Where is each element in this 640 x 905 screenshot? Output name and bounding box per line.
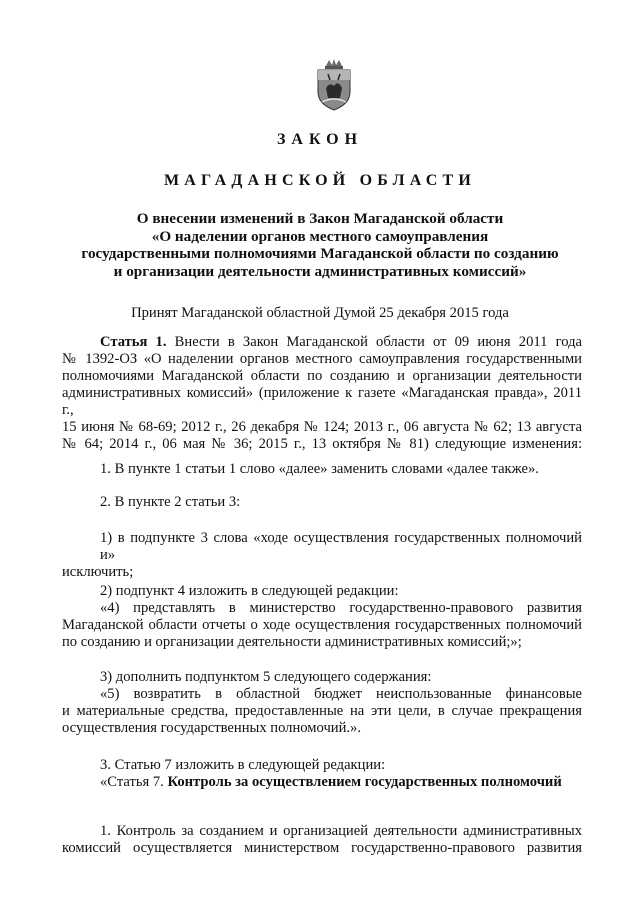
item-1: 1. В пункте 1 статьи 1 слово «далее» заменить словами «далее также». bbox=[100, 461, 539, 477]
item-3 bbox=[62, 757, 582, 791]
article-7-prefix: «Статья 7. bbox=[100, 774, 164, 790]
document-title-region: МАГАДАНСКОЙ ОБЛАСТИ bbox=[163, 172, 477, 189]
subitem-3-intro: 3) дополнить подпунктом 5 следующего содержания: bbox=[100, 669, 432, 685]
heading-line: «О наделении органов местного самоуправления bbox=[151, 227, 489, 245]
heading-line: и организации деятельности административных комиссий» bbox=[113, 262, 527, 280]
article-1-text: № 1392-ОЗ «О наделении органов местного самоуправления государственными bbox=[62, 351, 582, 367]
article-7-para-1-text: комиссий осуществляется министерством государственно-правового развития bbox=[62, 840, 582, 856]
heading-line: государственными полномочиями Магаданской области по созданию bbox=[81, 245, 559, 262]
subitem-3-text: осуществления государственных полномочий.». bbox=[62, 720, 362, 736]
subitem-2-intro: 2) подпункт 4 изложить в следующей редакции: bbox=[100, 583, 399, 599]
article-7-heading bbox=[62, 774, 582, 791]
article-1-text: административных комиссий» (приложение к газете «Магаданская правда», 2011 г., bbox=[62, 385, 582, 418]
document-heading bbox=[0, 210, 640, 280]
subitem-3-text: «5) возвратить в областной бюджет неиспользованные финансовые bbox=[100, 686, 582, 702]
magadan-coat-of-arms-icon bbox=[312, 58, 356, 112]
item-3-intro: 3. Статью 7 изложить в следующей редакции: bbox=[100, 757, 386, 773]
article-7-title: Контроль за осуществлением государственных полномочий bbox=[167, 774, 562, 790]
article-1 bbox=[62, 334, 582, 453]
article-7-para-1 bbox=[62, 823, 582, 857]
subitem-2-text: «4) представлять в министерство государственно-правового развития bbox=[100, 600, 582, 616]
subitem-2-text: по созданию и организации деятельности административных комиссий;»; bbox=[62, 634, 522, 650]
item-2: 2. В пункте 2 статьи 3: bbox=[100, 494, 241, 510]
heading-line: О внесении изменений в Закон Магаданской области bbox=[136, 210, 504, 227]
subitem-1 bbox=[62, 530, 582, 581]
subitem-2-text: Магаданской области отчеты о ходе осуществления государственных полномочий bbox=[62, 617, 582, 633]
adoption-note: Принят Магаданской областной Думой 25 декабря 2015 года bbox=[131, 305, 509, 321]
article-1-label: Статья 1. bbox=[100, 334, 167, 350]
subitem-2 bbox=[62, 583, 582, 651]
document-title-law: ЗАКОН bbox=[276, 131, 364, 148]
article-1-text: полномочиями Магаданской области по созданию и организации деятельности bbox=[62, 368, 582, 384]
subitem-1-text: исключить; bbox=[62, 564, 134, 580]
article-1-text: 15 июня № 68-69; 2012 г., 26 декабря № 124; 2013 г., 06 августа № 62; 13 августа bbox=[62, 419, 582, 435]
subitem-3 bbox=[62, 669, 582, 737]
article-1-text: Внести в Закон Магаданской области от 09 июня 2011 года bbox=[174, 334, 582, 350]
subitem-1-text: 1) в подпункте 3 слова «ходе осуществления государственных полномочий и» bbox=[100, 530, 582, 563]
article-7-para-1-text: 1. Контроль за созданием и организацией деятельности административных bbox=[100, 823, 582, 839]
subitem-3-text: и материальные средства, предоставленные на эти цели, в случае прекращения bbox=[62, 703, 582, 719]
article-1-text: № 64; 2014 г., 06 мая № 36; 2015 г., 13 октября № 81) следующие изменения: bbox=[62, 436, 582, 452]
